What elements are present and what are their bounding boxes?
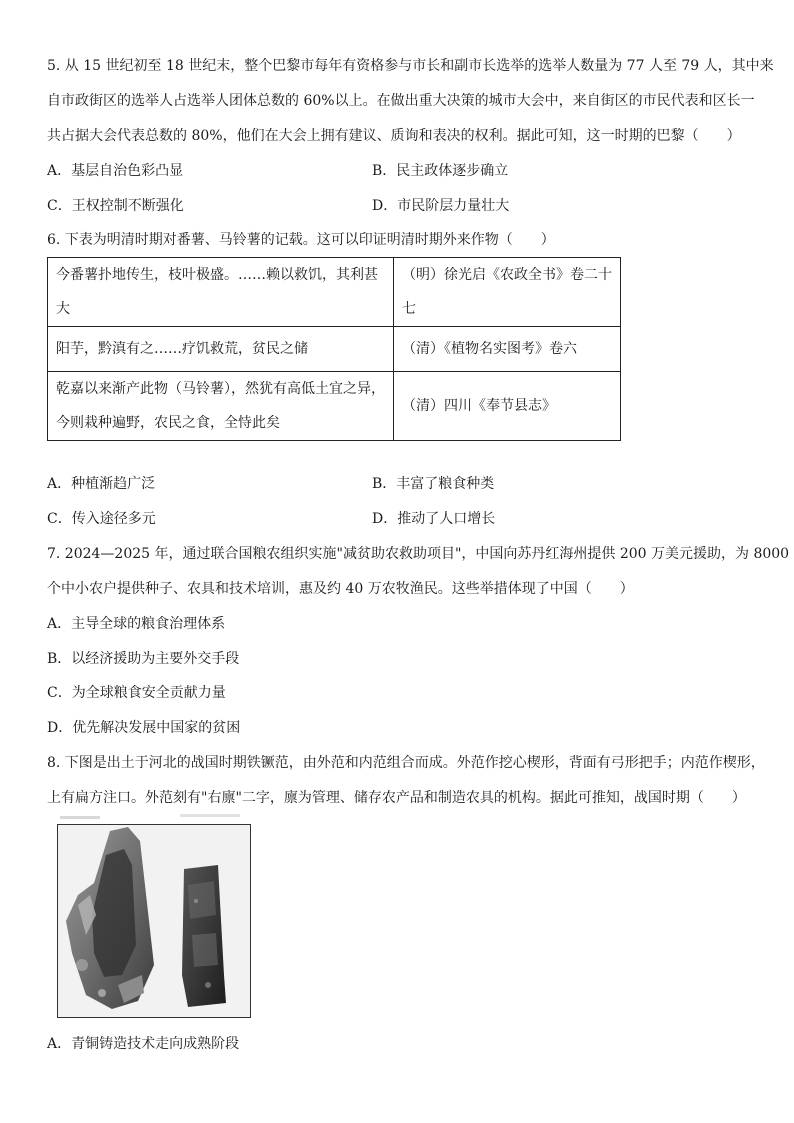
iron-mould-illustration <box>58 825 250 1017</box>
table-cell-source <box>394 258 621 327</box>
q7-option-a[interactable]: A．主导全球的粮食治理体系 <box>47 616 226 632</box>
q6-option-b[interactable]: B．丰富了粮食种类 <box>372 476 495 492</box>
cell-line: （明）徐光启《农政全书》卷二十 <box>402 267 612 283</box>
q7-line-2: 个中小农户提供种子、农具和技术培训，惠及约 40 万农牧渔民。这些举措体现了中国（ ） <box>47 581 634 597</box>
q5-line-3: 共占据大会代表总数的 80%，他们在大会上拥有建议、质询和表决的权利。据此可知，这一时期的巴黎（ ） <box>47 128 741 144</box>
table-cell-record <box>48 327 394 372</box>
q6-option-a[interactable]: A．种植渐趋广泛 <box>47 476 156 492</box>
table-cell-record <box>48 372 394 441</box>
q5-option-b[interactable]: B．民主政体逐步确立 <box>372 163 509 179</box>
scan-smudge <box>60 810 250 824</box>
table-row <box>48 258 621 327</box>
q6-records-table <box>47 257 621 441</box>
table-row <box>48 327 621 372</box>
q5-option-c[interactable]: C．王权控制不断强化 <box>47 198 184 214</box>
q7-option-d[interactable]: D．优先解决发展中国家的贫困 <box>47 720 241 736</box>
q7-line-1: 7. 2024—2025 年，通过联合国粮农组织实施"减贫助农救助项目"，中国向苏丹红海州提供 200 万美元援助，为 8000 <box>47 546 790 562</box>
table-row <box>48 372 621 441</box>
cell-line: 今番薯扑地传生，枝叶极盛。……赖以救饥，其利甚 <box>56 267 378 283</box>
cell-line: （清）四川《奉节县志》 <box>402 398 556 414</box>
question-8-stem <box>47 746 765 816</box>
q8-line-2: 上有扁方注口。外范刻有"右廪"二字，廪为管理、储存农产品和制造农具的机构。据此可推知，战国时期（ ） <box>47 790 746 806</box>
q7-option-c[interactable]: C．为全球粮食安全贡献力量 <box>47 685 226 701</box>
question-6-stem: 6. 下表为明清时期对番薯、马铃薯的记载。这可以印证明清时期外来作物（ ） <box>47 232 555 248</box>
cell-line: 乾嘉以来渐产此物（马铃薯），然犹有高低土宜之异， <box>56 381 385 397</box>
q6-option-d[interactable]: D．推动了人口增长 <box>372 511 496 527</box>
cell-line: 七 <box>402 301 416 317</box>
cell-line: 阳芋，黔滇有之……疗饥救荒，贫民之储 <box>56 341 308 357</box>
q8-line-1: 8. 下图是出土于河北的战国时期铁镢范，由外范和内范组合而成。外范作挖心楔形，背面有弓形把手；内范作楔形， <box>47 755 765 771</box>
table-cell-record <box>48 258 394 327</box>
iron-mould-photo <box>57 824 251 1018</box>
table-cell-source <box>394 327 621 372</box>
table-cell-source <box>394 372 621 441</box>
q6-option-c[interactable]: C．传入途径多元 <box>47 511 156 527</box>
q5-option-d[interactable]: D．市民阶层力量壮大 <box>372 198 510 214</box>
q5-line-1: 5. 从 15 世纪初至 18 世纪末，整个巴黎市每年有资格参与市长和副市长选举的选举人数量为 77 人至 79 人，其中来 <box>47 58 774 74</box>
cell-line: （清）《植物名实图考》卷六 <box>402 341 577 357</box>
cell-line: 大 <box>56 301 70 317</box>
q7-option-b[interactable]: B．以经济援助为主要外交手段 <box>47 651 240 667</box>
cell-line: 今则栽种遍野，农民之食，全恃此矣 <box>56 415 280 431</box>
question-7-stem <box>47 537 790 607</box>
q5-option-a[interactable]: A．基层自治色彩凸显 <box>47 163 184 179</box>
q8-option-a[interactable]: A．青铜铸造技术走向成熟阶段 <box>47 1036 240 1052</box>
question-5-stem <box>47 49 774 154</box>
q5-line-2: 自市政街区的选举人占选举人团体总数的 60%以上。在做出重大决策的城市大会中，来自街区的市民代表和区长一 <box>47 93 755 109</box>
